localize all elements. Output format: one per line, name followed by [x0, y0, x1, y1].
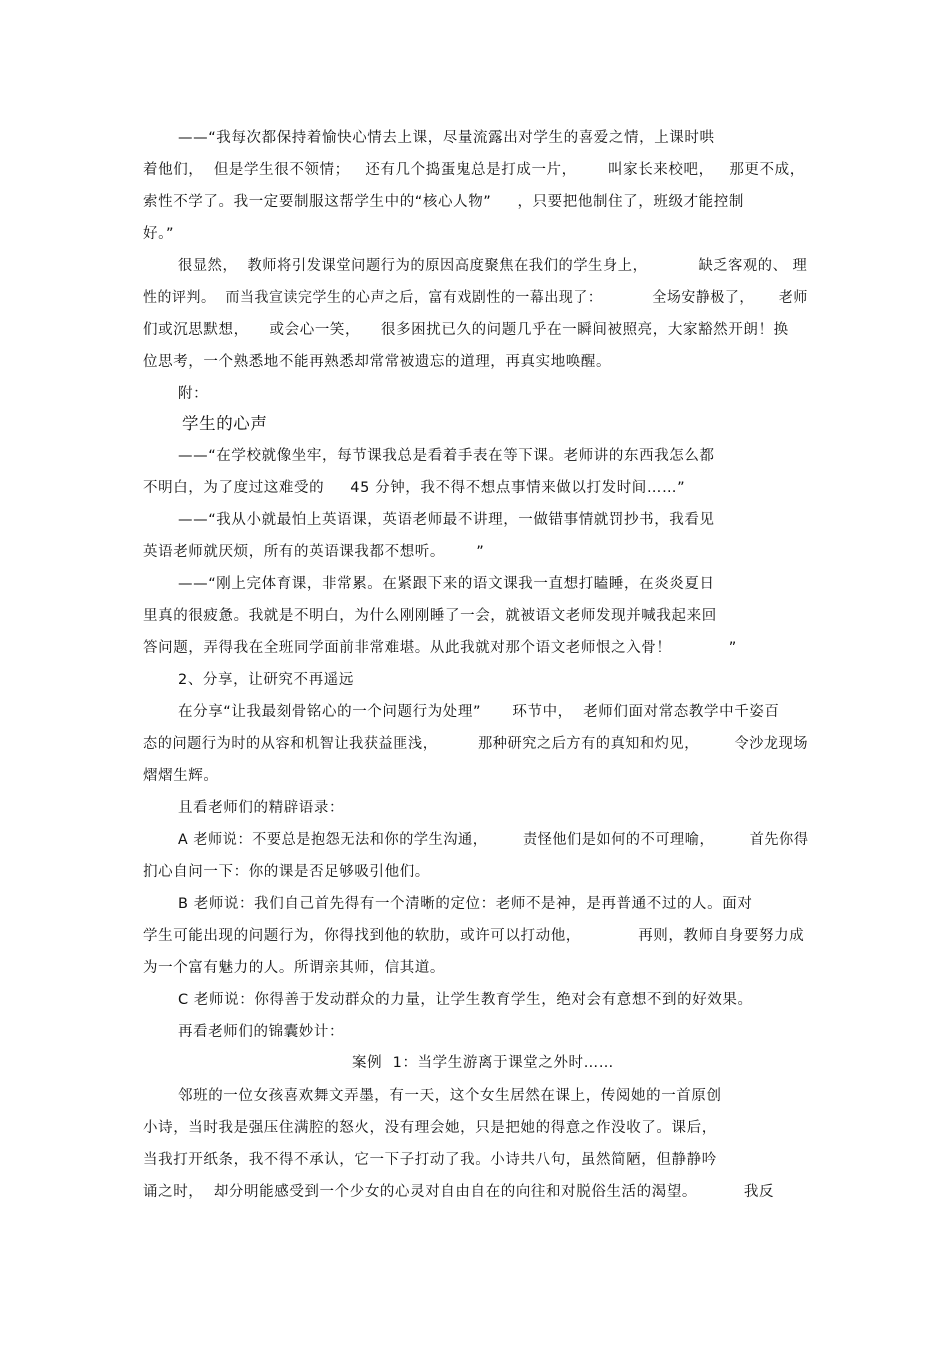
- student-quote-1-line-2: 不明白，为了度过这难受的 45 分钟，我不得不想点事情来做以打发时间……”: [143, 480, 686, 496]
- case-1-line-1: 邻班的一位女孩喜欢舞文弄墨，有一天，这个女生居然在课上，传阅她的一首原创: [178, 1088, 722, 1104]
- student-quote-2-line-1: ——“我从小就最怕上英语课，英语老师最不讲理，一做错事情就罚抄书，我看见: [178, 512, 715, 528]
- section-heading-sharing: 2、分享，让研究不再遥远: [178, 672, 354, 688]
- teacher-b-line-2: 学生可能出现的问题行为，你得找到他的软肋，或许可以打动他， 再则，教师自身要努力成: [143, 928, 805, 944]
- student-quote-3-line-3: 答问题，弄得我在全班同学面前非常难堪。从此我就对那个语文老师恨之入骨！ ”: [143, 640, 737, 656]
- paragraph-sharing-line-1: 在分享“让我最刻骨铭心的一个问题行为处理” 环节中， 老师们面对常态教学中千姿百: [178, 704, 780, 720]
- paragraph-analysis-line-1: 很显然， 教师将引发课堂问题行为的原因高度聚焦在我们的学生身上， 缺乏客观的、 理: [178, 258, 808, 274]
- teacher-a-line-2: 扪心自问一下：你的课是否足够吸引他们。: [143, 864, 430, 880]
- quote-teacher-line-1: ——“我每次都保持着愉快心情去上课，尽量流露出对学生的喜爱之情，上课时哄: [178, 130, 715, 146]
- student-quote-3-line-1: ——“刚上完体育课，非常累。在紧跟下来的语文课我一直想打瞌睡，在炎炎夏日: [178, 576, 715, 592]
- case-1-line-2: 小诗，当时我是强压住满腔的怒火，没有理会她，只是把她的得意之作没收了。课后，: [143, 1120, 717, 1136]
- teacher-b-line-3: 为一个富有魅力的人。所谓亲其师，信其道。: [143, 960, 445, 976]
- case-1-line-3: 当我打开纸条，我不得不承认，它一下子打动了我。小诗共八句，虽然简陋，但静静吟: [143, 1152, 717, 1168]
- student-quote-1-line-1: ——“在学校就像坐牢，每节课我总是看着手表在等下课。老师讲的东西我怎么都: [178, 448, 715, 464]
- paragraph-analysis-line-4: 位思考，一个熟悉地不能再熟悉却常常被遗忘的道理，再真实地唤醒。: [143, 354, 612, 370]
- student-quote-3-line-2: 里真的很疲惫。我就是不明白，为什么刚刚睡了一会，就被语文老师发现并喊我起来回: [143, 608, 717, 624]
- paragraph-analysis-line-2: 性的评判。 而当我宣读完学生的心声之后，富有戏剧性的一幕出现了： 全场安静极了， 老师: [143, 290, 808, 306]
- student-quote-2-line-2: 英语老师就厌烦，所有的英语课我都不想听。 ”: [143, 544, 485, 560]
- case-1-line-4: 诵之时， 却分明能感受到一个少女的心灵对自由自在的向往和对脱俗生活的渴望。 我反: [143, 1184, 775, 1200]
- teacher-a-line-1: A 老师说：不要总是抱怨无法和你的学生沟通， 责怪他们是如何的不可理喻， 首先你得: [178, 832, 809, 848]
- quote-teacher-line-2: 着他们， 但是学生很不领情； 还有几个捣蛋鬼总是打成一片， 叫家长来校吧， 那更不成，: [143, 162, 805, 178]
- tips-intro: 再看老师们的锦囊妙计：: [178, 1024, 345, 1040]
- paragraph-sharing-line-2: 态的问题行为时的从容和机智让我获益匪浅， 那种研究之后方有的真知和灼见， 令沙龙现场: [143, 736, 809, 752]
- quote-teacher-line-3: 索性不学了。我一定要制服这帮学生中的“核心人物” ，只要把他制住了，班级才能控制: [143, 194, 744, 210]
- quotes-intro: 且看老师们的精辟语录：: [178, 800, 345, 816]
- teacher-c-line-1: C 老师说：你得善于发动群众的力量，让学生教育学生，绝对会有意想不到的好效果。: [178, 992, 753, 1008]
- appendix-label: 附：: [178, 386, 209, 402]
- section-heading-student-voices: 学生的心声: [182, 414, 268, 433]
- paragraph-analysis-line-3: 们或沉思默想， 或会心一笑， 很多困扰已久的问题几乎在一瞬间被照亮，大家豁然开朗！换: [143, 322, 789, 338]
- case-1-heading: 案例 1：当学生游离于课堂之外时……: [352, 1055, 614, 1071]
- teacher-b-line-1: B 老师说：我们自己首先得有一个清晰的定位：老师不是神，是再普通不过的人。面对: [178, 896, 753, 912]
- paragraph-sharing-line-3: 熠熠生辉。: [143, 768, 219, 784]
- quote-teacher-line-4: 好。”: [143, 226, 175, 242]
